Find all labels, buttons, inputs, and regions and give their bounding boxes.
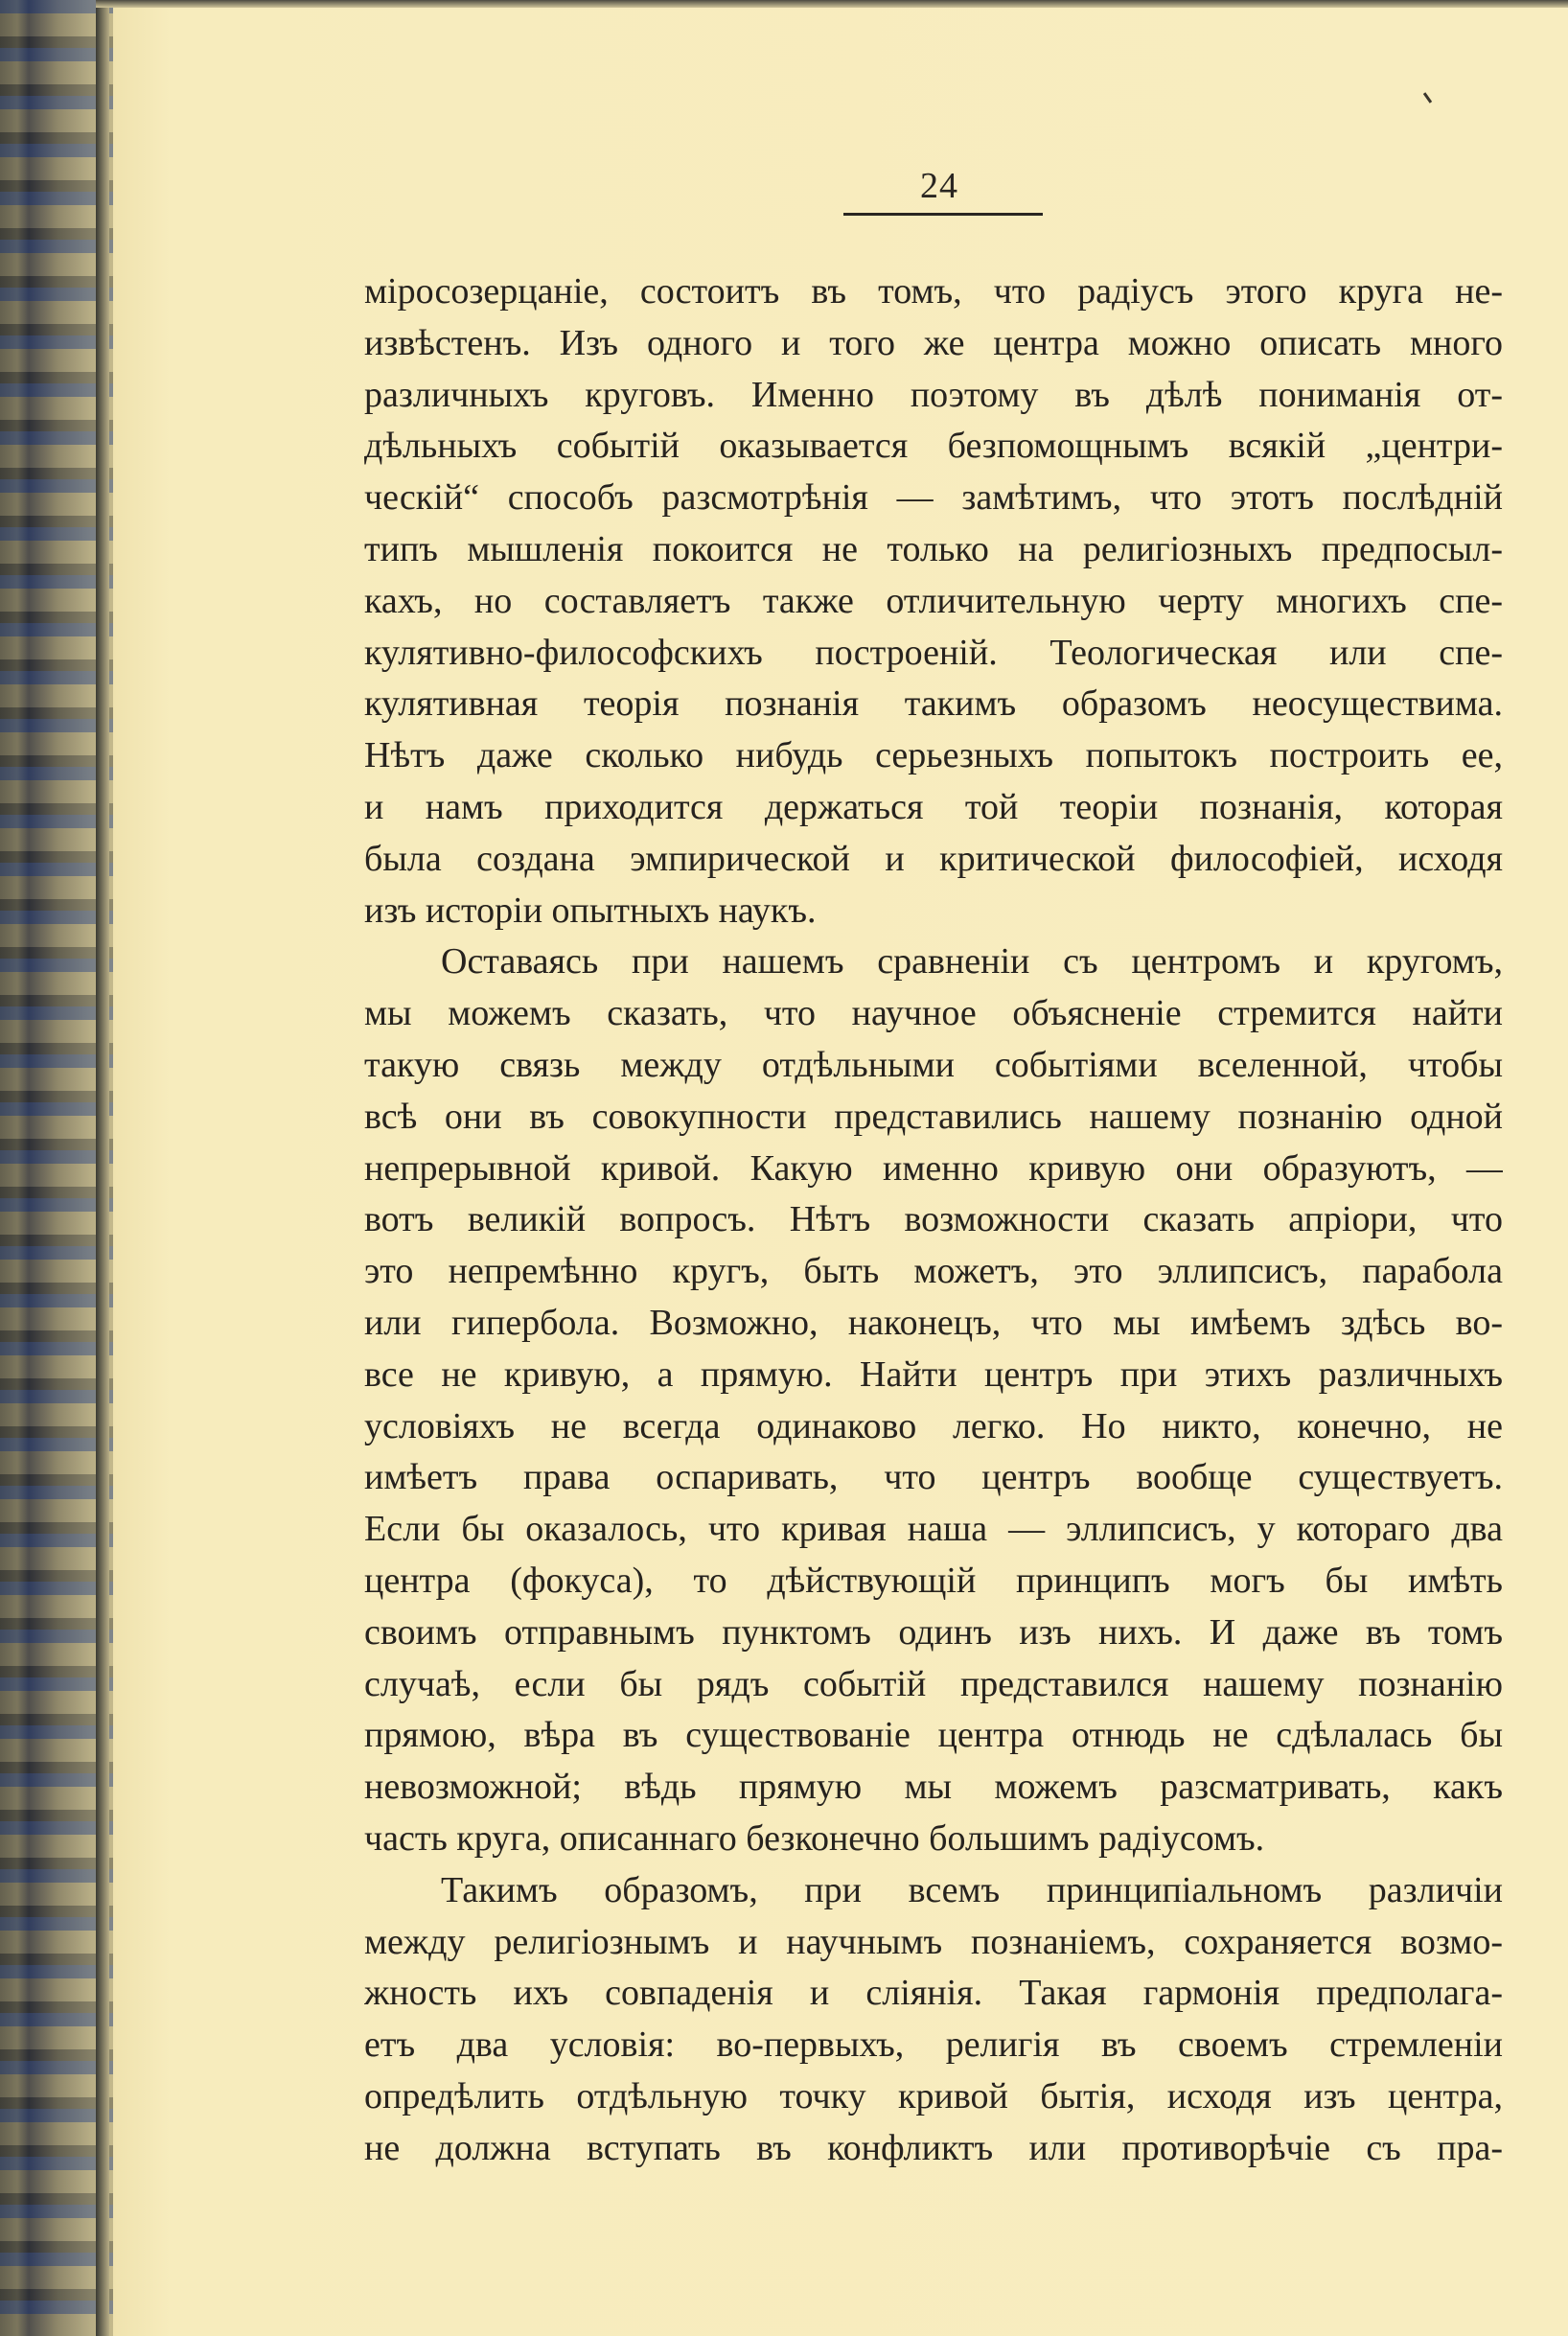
text-line: все не кривую, а прямую. Найти центръ при этихъ различныхъ — [364, 1353, 1503, 1395]
text-line: часть круга, описаннаго безконечно большимъ радіусомъ. — [364, 1817, 1265, 1859]
text-line: между религіознымъ и научнымъ познаніемъ, сохраняется возмо- — [364, 1921, 1503, 1962]
page-number: 24 — [920, 166, 958, 206]
text-line: такую связь между отдѣльными событіями вселенной, чтобы — [364, 1044, 1503, 1085]
text-line: етъ два условія: во-первыхъ, религія въ своемъ стремленіи — [364, 2024, 1503, 2066]
text-line: Нѣтъ даже сколько нибудь серьезныхъ попытокъ построить ее, — [364, 735, 1503, 776]
text-line: прямою, вѣра въ существованіе центра отнюдь не сдѣлалась бы — [364, 1715, 1503, 1756]
text-line: Такимъ образомъ, при всемъ принципіальномъ различіи — [441, 1869, 1503, 1910]
text-line: міросозерцаніе, состоитъ въ томъ, что радіусъ этого круга не- — [364, 271, 1503, 312]
text-line: или гипербола. Возможно, наконецъ, что мы имѣемъ здѣсь во- — [364, 1302, 1503, 1343]
text-line: центра (фокуса), то дѣйствующій принципъ могъ бы имѣть — [364, 1560, 1503, 1601]
text-line: кулятивная теорія познанія такимъ образомъ неосуществима. — [364, 683, 1503, 725]
text-line: невозможной; вѣдь прямую мы можемъ разсматривать, какъ — [364, 1767, 1503, 1808]
text-line: имѣетъ права оспаривать, что центръ вообще существуетъ. — [364, 1457, 1503, 1498]
text-line: кахъ, но составляетъ также отличительную черту многихъ спе- — [364, 580, 1503, 621]
page-number-rule — [843, 213, 1043, 216]
top-page-edge — [96, 0, 1568, 8]
text-line: непрерывной кривой. Какую именно кривую они образуютъ, — — [364, 1147, 1503, 1189]
text-line: изъ исторіи опытныхъ наукъ. — [364, 890, 817, 931]
text-line: жность ихъ совпаденія и сліянія. Такая гармонія предполага- — [364, 1973, 1503, 2014]
text-line: ческій“ способъ разсмотрѣнія — замѣтимъ, что этотъ послѣдній — [364, 477, 1503, 519]
text-line: различныхъ круговъ. Именно поэтому въ дѣлѣ пониманія от- — [364, 374, 1503, 415]
page-binding-edge — [96, 0, 109, 2336]
text-line: дѣльныхъ событій оказывается безпомощнымъ всякій „центри- — [364, 426, 1503, 467]
body-text — [364, 266, 1503, 2174]
text-line: опредѣлить отдѣльную точку кривой бытія, исходя изъ центра, — [364, 2075, 1503, 2116]
text-line: типъ мышленія покоится не только на религіозныхъ предпосыл- — [364, 528, 1503, 569]
text-line: была создана эмпирической и критической философіей, исходя — [364, 838, 1503, 879]
text-line: не должна вступать въ конфликтъ или противорѣчіе съ пра- — [364, 2127, 1503, 2168]
text-line: и намъ приходится держаться той теоріи познанія, которая — [364, 786, 1503, 827]
text-line: всѣ они въ совокупности представились нашему познанію одной — [364, 1096, 1503, 1137]
text-line: Оставаясь при нашемъ сравненіи съ центромъ и кругомъ, — [441, 941, 1503, 983]
text-line: вотъ великій вопросъ. Нѣтъ возможности сказать апріори, что — [364, 1199, 1503, 1240]
text-line: это непремѣнно кругъ, быть можетъ, это эллипсисъ, парабола — [364, 1251, 1503, 1292]
text-line: случаѣ, если бы рядъ событій представился нашему познанію — [364, 1663, 1503, 1704]
text-line: Если бы оказалось, что кривая наша — эллипсисъ, у котораго два — [364, 1509, 1503, 1550]
text-line: мы можемъ сказать, что научное объясненіе стремится найти — [364, 993, 1503, 1034]
text-line: условіяхъ не всегда одинаково легко. Но никто, конечно, не — [364, 1405, 1503, 1446]
text-line: своимъ отправнымъ пунктомъ одинъ изъ нихъ. И даже въ томъ — [364, 1611, 1503, 1653]
text-line: извѣстенъ. Изъ одного и того же центра можно описать много — [364, 322, 1503, 363]
text-line: кулятивно-философскихъ построеній. Теологическая или спе- — [364, 632, 1503, 673]
